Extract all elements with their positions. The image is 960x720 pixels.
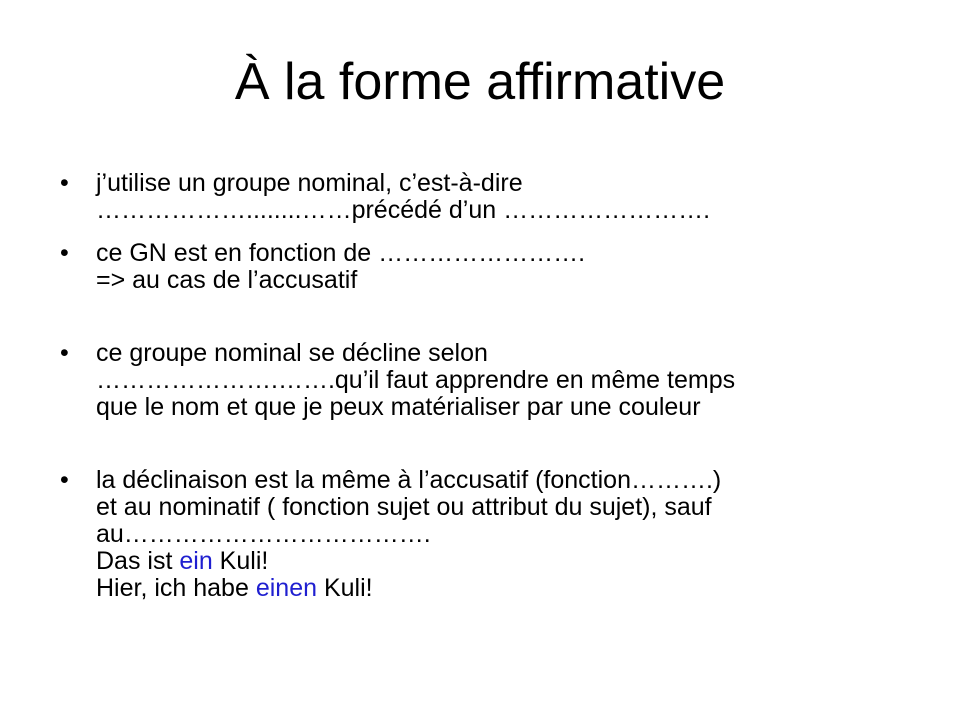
- bullet-3-line-1: ce groupe nominal se décline selon: [96, 339, 488, 367]
- example-1-before: Das ist: [96, 547, 180, 575]
- bullet-1-line-2: ………………........……précédé d’un …………………….: [96, 196, 711, 224]
- bullet-2-line-1: ce GN est en fonction de …………………….: [96, 239, 586, 267]
- bullet-marker: •: [60, 169, 69, 197]
- example-sentence-2: [96, 575, 920, 602]
- slide-title: À la forme affirmative: [234, 53, 726, 111]
- bullet-marker: •: [60, 339, 69, 367]
- example-1-after: Kuli!: [212, 547, 269, 575]
- bullet-2-line-2: => au cas de l’accusatif: [96, 266, 358, 294]
- bullet-list: [60, 170, 920, 602]
- bullet-item-1: [60, 170, 920, 224]
- bullet-1-line-1: j’utilise un groupe nominal, c’est-à-dire: [96, 169, 523, 197]
- bullet-4-line-1: la déclinaison est la même à l’accusatif (fonction……….): [96, 466, 722, 494]
- bullet-item-2: [60, 240, 920, 294]
- bullet-item-3: [60, 340, 920, 421]
- example-2-article: einen: [255, 574, 317, 602]
- example-sentence-1: [96, 548, 920, 575]
- example-2-before: Hier, ich habe: [96, 574, 256, 602]
- bullet-item-4: [60, 467, 920, 602]
- bullet-marker: •: [60, 466, 69, 494]
- bullet-4-line-2: et au nominatif ( fonction sujet ou attribut du sujet), sauf: [96, 493, 712, 521]
- bullet-3-line-3: que le nom et que je peux matérialiser par une couleur: [96, 393, 701, 421]
- example-1-article: ein: [179, 547, 213, 575]
- bullet-marker: •: [60, 239, 69, 267]
- bullet-3-line-2: ………………….…….qu’il faut apprendre en même temps: [96, 366, 736, 394]
- bullet-4-line-3: au……………………………….: [96, 520, 431, 548]
- example-2-after: Kuli!: [317, 574, 373, 602]
